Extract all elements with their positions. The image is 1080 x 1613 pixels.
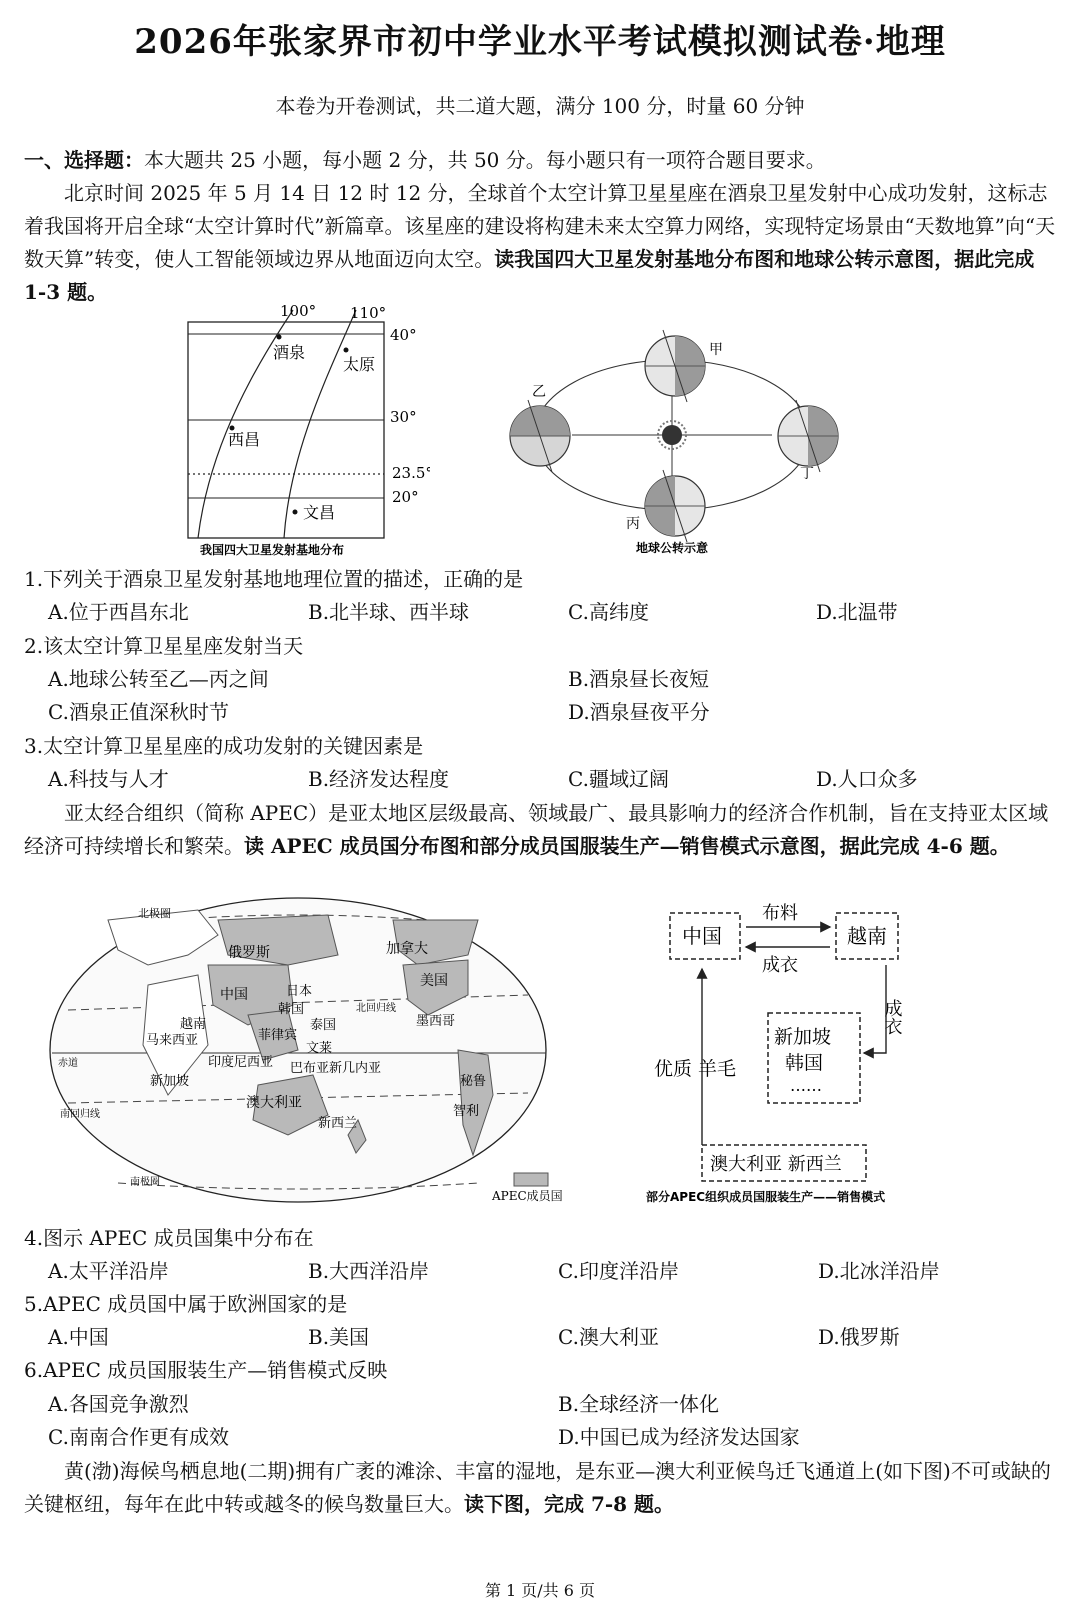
q2-option-a[interactable]: A.地球公转至乙—丙之间 [48, 667, 269, 691]
map-label-brunei: 文莱 [306, 1041, 333, 1056]
launch-sites-figure [180, 300, 430, 560]
question-4: 4.图示 APEC 成员国集中分布在 [24, 1226, 314, 1250]
q3-option-a[interactable]: A.科技与人才 [48, 767, 169, 791]
intro-bold-1: 读我国四大卫星发射基地分布图和地球公转示意图，据此完成 1-3 题。 [24, 247, 1035, 304]
q2-option-b[interactable]: B.酒泉昼长夜短 [568, 667, 710, 691]
arrow-label-garment-2: 成衣 [881, 999, 903, 1035]
taiyuan-dot [344, 348, 349, 353]
lon-label-110: 110° [350, 304, 387, 322]
fig2-caption: 地球公转示意 [636, 541, 709, 555]
fig1-caption: 我国四大卫星发射基地分布 [200, 543, 345, 557]
site-taiyuan: 太原 [343, 355, 376, 374]
arrow-label-garment-1: 成衣 [762, 955, 798, 976]
node-ellipsis: …… [790, 1076, 822, 1095]
label-ding: 丁 [800, 466, 814, 482]
section-instruction-text: 本大题共 25 小题，每小题 2 分，共 50 分。每小题只有一项符合题目要求。 [144, 148, 826, 172]
q4-option-c[interactable]: C.印度洋沿岸 [558, 1259, 679, 1283]
map-label-russia: 俄罗斯 [228, 945, 270, 961]
q6-option-d[interactable]: D.中国已成为经济发达国家 [558, 1425, 800, 1449]
intro-text-1: 北京时间 2025 年 5 月 14 日 12 时 12 分，全球首个太空计算卫星星座在酒泉卫星发射中心成功发射，这标志着我国将开启全球“太空计算时代”新篇章。该星座的建设将构建未来太空算力网络，实现特定场景由“天数地算”向“天数天算”转变，使人工智能领域边界从地面迈向太空。 [24, 181, 1056, 271]
q6-option-a[interactable]: A.各国竞争激烈 [48, 1392, 189, 1416]
map-label-vietnam: 越南 [180, 1017, 207, 1032]
page-subtitle: 本卷为开卷测试，共二道大题，满分 100 分，时量 60 分钟 [275, 94, 805, 118]
q5-option-a[interactable]: A.中国 [48, 1325, 109, 1349]
map-label-china: 中国 [220, 987, 248, 1003]
node-korea: 韩国 [785, 1052, 824, 1074]
section-heading: 一、选择题： [24, 148, 144, 172]
map-legend-label: APEC成员国 [492, 1189, 563, 1203]
map-label-new-zealand: 新西兰 [318, 1116, 358, 1131]
intro-text-3: 黄(渤)海候鸟栖息地(二期)拥有广袤的滩涂、丰富的湿地，是东亚—澳大利亚候鸟迁飞通道上(如下图)不可或缺的关键枢纽，每年在此中转或越冬的候鸟数量巨大。 [24, 1459, 1051, 1516]
map-label-equator: 赤道 [58, 1058, 78, 1069]
site-jiuquan: 酒泉 [273, 343, 306, 362]
label-bing: 丙 [626, 516, 640, 532]
arrow-label-wool: 优质 羊毛 [654, 1058, 737, 1080]
map-label-philippines: 菲律宾 [258, 1028, 298, 1043]
lat-label-20: 20° [392, 488, 419, 506]
map-label-malaysia: 马来西亚 [146, 1033, 199, 1048]
map-label-tropic-capricorn: 南回归线 [60, 1109, 100, 1120]
sun-icon [662, 425, 682, 445]
map-label-chile: 智利 [453, 1104, 480, 1119]
apec-world-map [48, 895, 588, 1215]
intro-text-2: 亚太经合组织（简称 APEC）是亚太地区层级最高、领域最广、最具影响力的经济合作机制，旨在支持亚太区域经济可持续增长和繁荣。 [24, 801, 1049, 858]
map-label-peru: 秘鲁 [460, 1074, 487, 1089]
map-label-png: 巴布亚新几内亚 [290, 1061, 382, 1076]
earth-ding [778, 400, 838, 472]
map-label-australia: 澳大利亚 [246, 1095, 302, 1111]
q1-option-d[interactable]: D.北温带 [816, 600, 898, 624]
label-jia: 甲 [709, 342, 723, 358]
map-label-antarctic-circle: 南极圈 [130, 1177, 160, 1188]
node-vietnam: 越南 [847, 924, 887, 948]
fig4-caption: 部分APEC组织成员国服装生产——销售模式 [646, 1190, 886, 1204]
lat-label-40: 40° [390, 326, 417, 344]
map-label-tropic-cancer: 北回归线 [356, 1003, 396, 1014]
map-label-japan: 日本 [286, 984, 313, 999]
q6-option-b[interactable]: B.全球经济一体化 [558, 1392, 720, 1416]
map-label-singapore: 新加坡 [150, 1074, 190, 1089]
q3-option-b[interactable]: B.经济发达程度 [308, 767, 450, 791]
page-footer: 第 1 页/共 6 页 [484, 1581, 596, 1600]
q4-option-a[interactable]: A.太平洋沿岸 [48, 1259, 169, 1283]
intro-passage-2 [24, 797, 1056, 863]
question-6: 6.APEC 成员国服装生产—销售模式反映 [24, 1358, 388, 1382]
earth-jia [645, 330, 705, 402]
q5-option-c[interactable]: C.澳大利亚 [558, 1325, 659, 1349]
lat-label-23-5: 23.5° [392, 464, 430, 482]
q4-option-b[interactable]: B.大西洋沿岸 [308, 1259, 430, 1283]
q5-option-b[interactable]: B.美国 [308, 1325, 370, 1349]
apec-map-figure [48, 895, 588, 1215]
launch-sites-map [180, 300, 430, 560]
map-label-mexico: 墨西哥 [416, 1014, 456, 1029]
intro-bold-2: 读 APEC 成员国分布图和部分成员国服装生产—销售模式示意图，据此完成 4-6 题。 [244, 834, 1010, 858]
wenchang-dot [293, 510, 298, 515]
q1-option-c[interactable]: C.高纬度 [568, 600, 649, 624]
intro-passage-1 [24, 177, 1056, 309]
node-china: 中国 [682, 924, 722, 948]
label-yi: 乙 [532, 384, 546, 400]
q2-option-c[interactable]: C.酒泉正值深秋时节 [48, 700, 229, 724]
q6-option-c[interactable]: C.南南合作更有成效 [48, 1425, 229, 1449]
q3-option-c[interactable]: C.疆域辽阔 [568, 767, 669, 791]
q3-option-d[interactable]: D.人口众多 [816, 767, 918, 791]
q5-option-d[interactable]: D.俄罗斯 [818, 1325, 900, 1349]
site-wenchang: 文昌 [303, 503, 336, 522]
supply-chain-diagram [640, 895, 930, 1210]
q4-option-d[interactable]: D.北冰洋沿岸 [818, 1259, 940, 1283]
map-label-arctic-circle: 北极圈 [138, 907, 171, 920]
map-label-indonesia: 印度尼西亚 [208, 1055, 274, 1070]
intro-bold-3: 读下图，完成 7-8 题。 [464, 1492, 675, 1516]
page-title: 2026年张家界市初中学业水平考试模拟测试卷·地理 [134, 22, 946, 62]
jiuquan-dot [277, 335, 282, 340]
q1-option-b[interactable]: B.北半球、西半球 [308, 600, 470, 624]
question-1: 1.下列关于酒泉卫星发射基地地理位置的描述，正确的是 [24, 567, 524, 591]
revolution-figure [500, 318, 860, 563]
intro-passage-3 [24, 1455, 1056, 1521]
map-label-korea: 韩国 [278, 1002, 305, 1017]
question-3: 3.太空计算卫星星座的成功发射的关键因素是 [24, 734, 424, 758]
earth-yi [510, 400, 570, 472]
map-label-canada: 加拿大 [386, 941, 428, 957]
site-xichang: 西昌 [228, 430, 261, 449]
question-2: 2.该太空计算卫星星座发射当天 [24, 634, 304, 658]
node-singapore: 新加坡 [774, 1026, 832, 1048]
revolution-diagram [500, 318, 860, 563]
lon-label-100: 100° [280, 302, 317, 320]
q2-option-d[interactable]: D.酒泉昼夜平分 [568, 700, 710, 724]
lat-label-30: 30° [390, 408, 417, 426]
arrow-label-cloth: 布料 [762, 903, 798, 924]
question-5: 5.APEC 成员国中属于欧洲国家的是 [24, 1292, 348, 1316]
q1-option-a[interactable]: A.位于西昌东北 [48, 600, 189, 624]
section-instruction [24, 144, 1056, 177]
earth-bing [645, 470, 705, 542]
map-label-usa: 美国 [420, 973, 448, 989]
supply-chain-figure [640, 895, 930, 1210]
map-label-thailand: 泰国 [310, 1018, 337, 1033]
node-aus-nz: 澳大利亚 新西兰 [710, 1154, 842, 1175]
